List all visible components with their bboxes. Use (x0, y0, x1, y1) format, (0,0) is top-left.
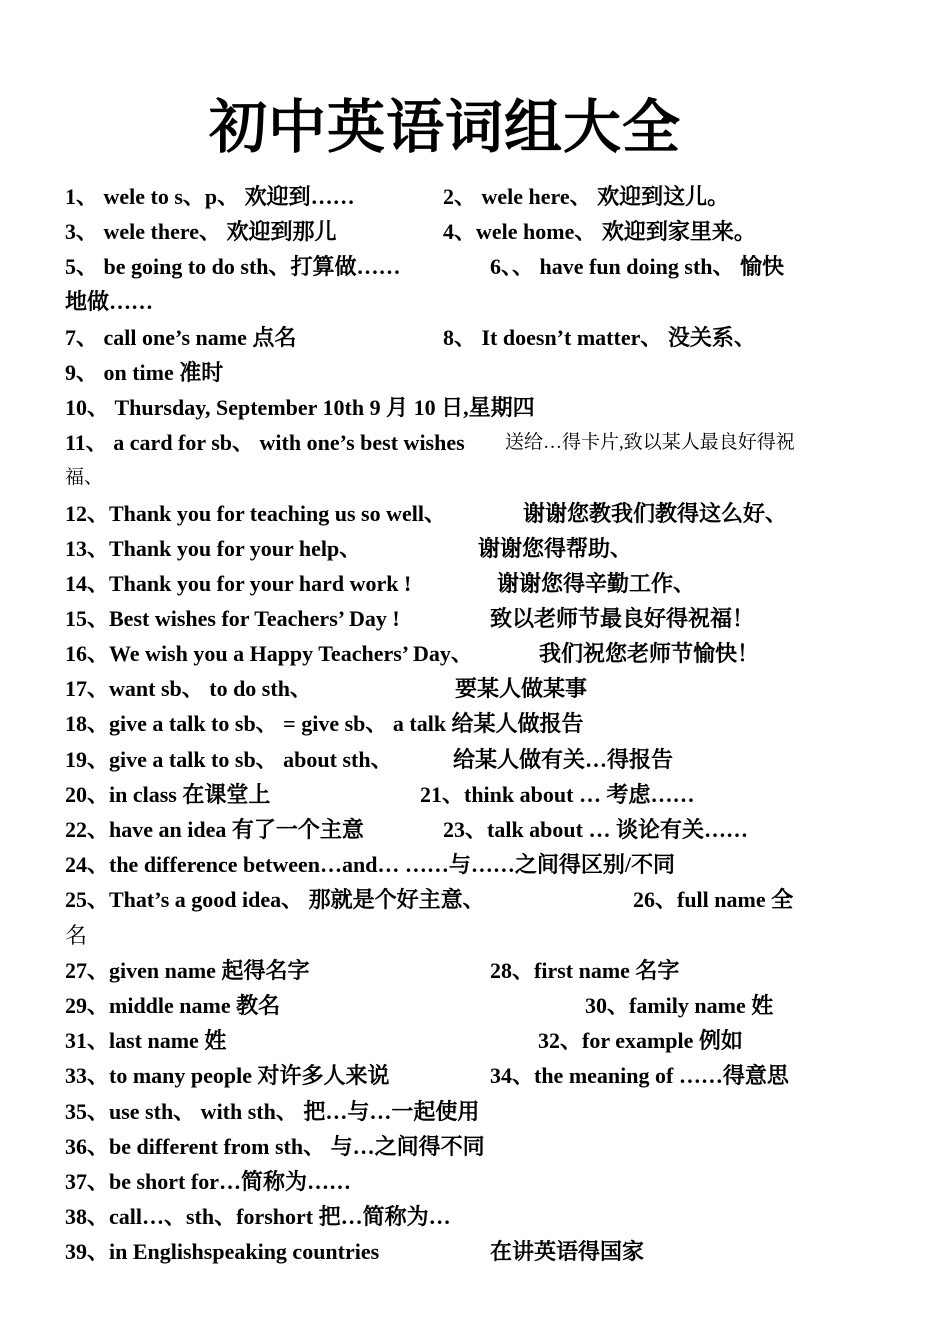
phrase-14-meaning: 谢谢您得辛勤工作、 (497, 571, 696, 596)
phrase-34: 34、the meaning of ……得意思 (490, 1063, 789, 1088)
phrase-27: 27、given name 起得名字 (65, 958, 310, 983)
phrase-13-meaning: 谢谢您得帮助、 (478, 536, 633, 561)
phrase-35: 35、use sth、 with sth、 把…与…一起使用 (65, 1099, 480, 1124)
phrase-31: 31、last name 姓 (65, 1028, 227, 1053)
phrase-15: 15、Best wishes for Teachers’ Day ! (65, 606, 400, 631)
phrase-19-meaning: 给某人做有关…得报告 (453, 747, 674, 772)
phrase-5: 5、 be going to do sth、打算做…… (65, 254, 401, 279)
phrase-3: 3、 wele there、 欢迎到那儿 (65, 219, 337, 244)
phrase-28: 28、first name 名字 (490, 958, 680, 983)
phrase-32: 32、for example 例如 (538, 1028, 743, 1053)
phrase-22: 22、have an idea 有了一个主意 (65, 817, 364, 842)
phrase-16-meaning: 我们祝您老师节愉快！ (539, 641, 760, 666)
phrase-1: 1、 wele to s、p、 欢迎到…… (65, 184, 355, 209)
phrase-12-meaning: 谢谢您教我们教得这么好、 (523, 501, 788, 526)
phrase-24: 24、the difference between…and… ……与……之间得区别/不同 (65, 852, 676, 877)
phrase-14: 14、Thank you for your hard work ! (65, 571, 412, 596)
phrase-21: 21、think about … 考虑…… (420, 782, 695, 807)
phrase-38: 38、call…、sth、forshort 把…简称为… (65, 1204, 451, 1229)
phrase-17: 17、want sb、 to do sth、 (65, 676, 312, 701)
phrase-11-meaning: 送给…得卡片,致以某人最良好得祝 (505, 432, 795, 453)
phrase-12: 12、Thank you for teaching us so well、 (65, 501, 446, 526)
phrase-10: 10、 Thursday, September 10th 9 月 10 日,星期四 (65, 395, 535, 420)
phrase-17-meaning: 要某人做某事 (455, 676, 588, 701)
phrase-8: 8、 It doesn’t matter、 没关系、 (443, 325, 756, 350)
phrase-7: 7、 call one’s name 点名 (65, 325, 297, 350)
phrase-13: 13、Thank you for your help、 (65, 536, 362, 561)
phrase-29: 29、middle name 教名 (65, 993, 281, 1018)
phrase-23: 23、talk about … 谈论有关…… (443, 817, 748, 842)
phrase-20: 20、in class 在课堂上 (65, 782, 271, 807)
phrase-16: 16、We wish you a Happy Teachers’ Day、 (65, 641, 473, 666)
phrase-2: 2、 wele here、 欢迎到这儿。 (443, 184, 730, 209)
phrase-18: 18、give a talk to sb、 = give sb、 a talk 给某人做报告 (65, 711, 584, 736)
phrase-9: 9、 on time 准时 (65, 360, 224, 385)
phrase-15-meaning: 致以老师节最良好得祝福！ (490, 606, 755, 631)
phrase-25: 25、That’s a good idea、 那就是个好主意、 (65, 887, 485, 912)
phrase-26-continued: 名 (65, 923, 88, 948)
phrase-36: 36、be different from sth、 与…之间得不同 (65, 1134, 485, 1159)
phrase-4: 4、wele home、 欢迎到家里来。 (443, 219, 756, 244)
phrase-39-meaning: 在讲英语得国家 (490, 1239, 645, 1264)
phrase-6: 6、、 have fun doing sth、 愉快 (490, 254, 785, 279)
phrase-30: 30、family name 姓 (585, 993, 774, 1018)
phrase-19: 19、give a talk to sb、 about sth、 (65, 747, 393, 772)
phrase-37: 37、be short for…简称为…… (65, 1169, 351, 1194)
phrase-11: 11、 a card for sb、 with one’s best wishes (65, 430, 465, 455)
phrase-33: 33、to many people 对许多人来说 (65, 1063, 390, 1088)
phrase-6-continued: 地做…… (65, 289, 154, 314)
phrase-39: 39、in Englishspeaking countries (65, 1239, 380, 1264)
page-title: 初中英语词组大全 (208, 93, 681, 161)
phrase-11-continued: 福、 (65, 467, 104, 488)
phrase-26: 26、full name 全 (633, 887, 794, 912)
